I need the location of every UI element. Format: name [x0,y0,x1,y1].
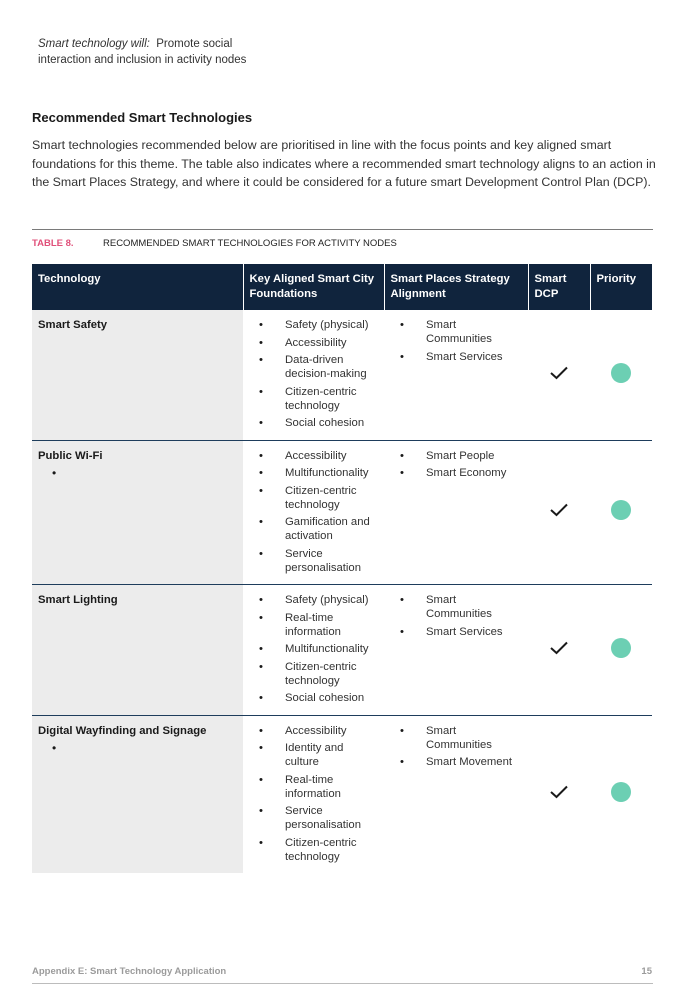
header-strategy: Smart Places Strategy Alignment [384,264,528,310]
priority-dot-icon [611,638,631,658]
table-caption-title: RECOMMENDED SMART TECHNOLOGIES FOR ACTIVITY NODES [103,238,397,249]
page-number: 15 [641,966,652,977]
priority-dot-icon [611,500,631,520]
strategy-list [396,449,524,481]
technology-cell [32,585,243,716]
check-icon [549,640,569,656]
table-row [32,715,652,873]
header-foundations: Key Aligned Smart City Foundations [243,264,384,310]
table-row [32,585,652,716]
technology-name: Smart Lighting [38,594,118,606]
list-item: • Citizen-centric technology [255,385,380,413]
list-item: • Accessibility [255,724,380,738]
strategy-cell [384,310,528,440]
technology-cell [32,310,243,440]
foundations-cell [243,310,384,440]
list-item: • Safety (physical) [255,593,380,607]
priority-dot-icon [611,782,631,802]
list-item: • Real-time information [255,773,380,801]
dcp-cell [528,310,590,440]
foundations-cell [243,440,384,585]
foundations-list [255,449,380,575]
list-item: • Service personalisation [255,804,380,832]
list-item: • Identity and culture [255,741,380,769]
table-caption-number: TABLE 8. [32,238,74,249]
priority-cell [590,310,652,440]
priority-cell [590,440,652,585]
technology-bullet: • [52,740,57,755]
table-caption [32,238,397,249]
section-heading: Recommended Smart Technologies [32,110,253,125]
list-item: • Service personalisation [255,547,380,575]
section-paragraph: Smart technologies recommended below are prioritised in line with the focus points and key aligned smart foundations for this theme. The table also indicates where a recommended smart technology aligns to an action in the Smart Places Strategy, and where it could be considered for a future smart Development Control Plan (DCP). [32,138,656,190]
list-item: • Safety (physical) [255,318,380,332]
list-item: • Social cohesion [255,691,380,705]
list-item: • Citizen-centric technology [255,660,380,688]
list-item: • Smart People [396,449,524,463]
caption-divider [32,229,653,230]
list-item: • Citizen-centric technology [255,484,380,512]
foundations-list [255,593,380,705]
foundations-list [255,318,380,430]
technology-cell [32,715,243,873]
list-item: • Smart Movement [396,755,524,769]
strategy-cell [384,715,528,873]
intro-text: Promote social interaction and inclusion in activity nodes [38,38,247,66]
list-item: • Accessibility [255,449,380,463]
table-body [32,310,652,873]
list-item: • Data-driven decision-making [255,353,380,381]
check-icon [549,365,569,381]
header-dcp: Smart DCP [528,264,590,310]
foundations-cell [243,585,384,716]
list-item: • Real-time information [255,611,380,639]
header-technology: Technology [32,264,243,310]
intro-statement [38,37,248,68]
technology-cell [32,440,243,585]
priority-dot-icon [611,363,631,383]
dcp-cell [528,585,590,716]
table-header-row [32,264,652,310]
list-item: • Smart Communities [396,318,524,346]
recommended-technologies-table [32,264,652,873]
list-item: • Multifunctionality [255,642,380,656]
dcp-cell [528,440,590,585]
header-priority: Priority [590,264,652,310]
footer-divider [32,983,653,984]
technology-name: Smart Safety [38,319,108,331]
intro-lead: Smart technology will: [38,38,150,50]
check-icon [549,784,569,800]
priority-cell [590,585,652,716]
list-item: • Smart Services [396,350,524,364]
list-item: • Citizen-centric technology [255,836,380,864]
foundations-list [255,724,380,864]
list-item: • Multifunctionality [255,466,380,480]
list-item: • Smart Communities [396,724,524,752]
strategy-list [396,318,524,364]
technology-name: Public Wi-Fi [38,449,103,462]
check-icon [549,502,569,518]
technology-name: Digital Wayfinding and Signage [38,724,207,737]
footer-title: Appendix E: Smart Technology Application [32,966,227,977]
foundations-cell [243,715,384,873]
table-row [32,310,652,440]
technology-bullet: • [52,465,57,480]
priority-cell [590,715,652,873]
list-item: • Smart Services [396,625,524,639]
list-item: • Social cohesion [255,416,380,430]
list-item: • Smart Communities [396,593,524,621]
list-item: • Accessibility [255,336,380,350]
list-item: • Smart Economy [396,466,524,480]
list-item: • Gamification and activation [255,515,380,543]
table-row [32,440,652,585]
strategy-list [396,724,524,770]
strategy-list [396,593,524,639]
strategy-cell [384,440,528,585]
strategy-cell [384,585,528,716]
dcp-cell [528,715,590,873]
